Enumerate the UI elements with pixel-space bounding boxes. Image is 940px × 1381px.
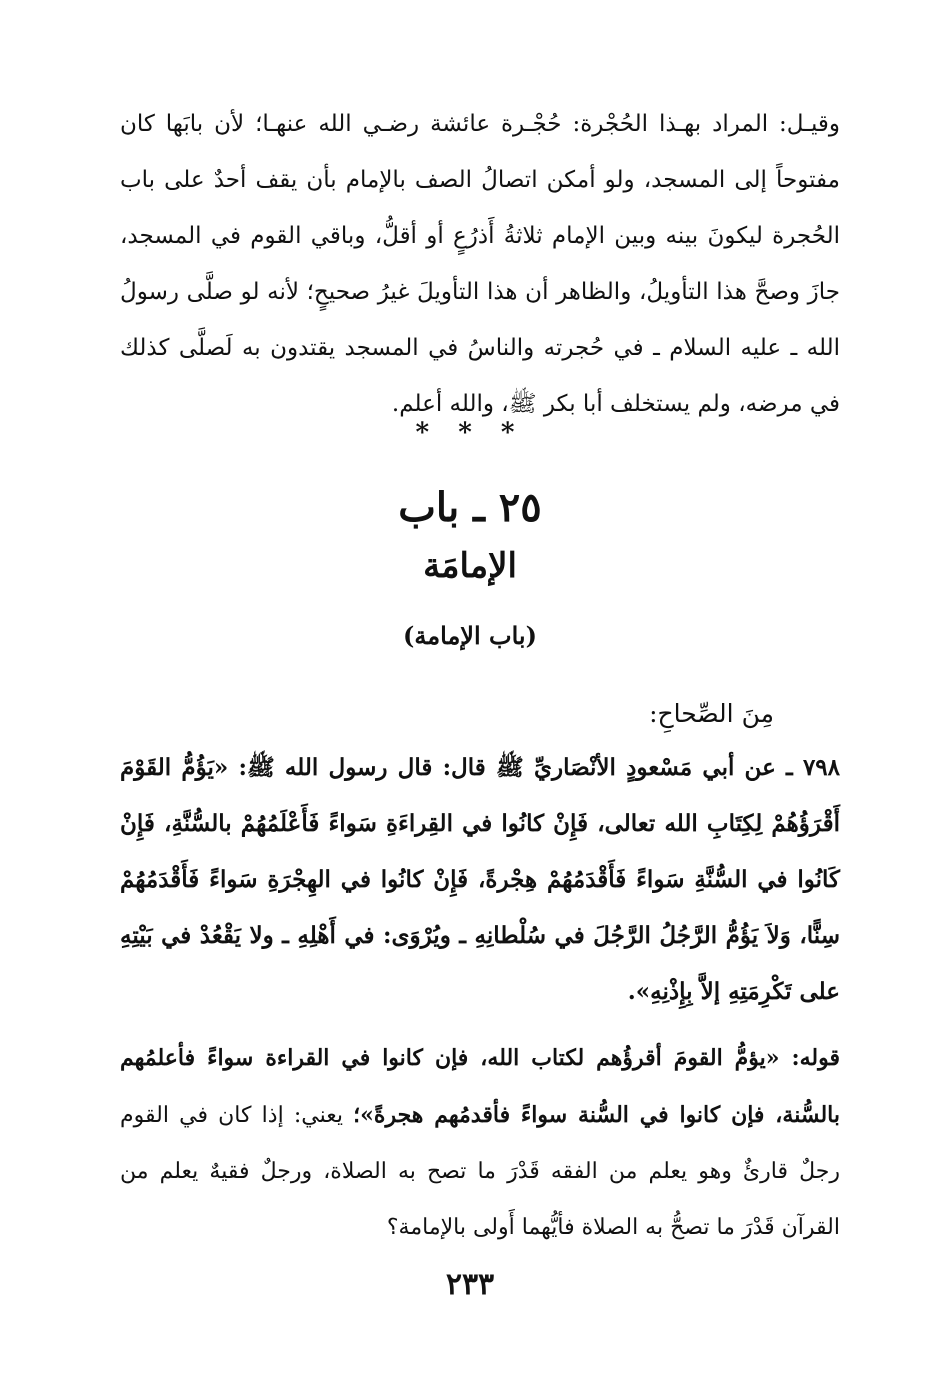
quoted-hadith: قوله: «يؤمُّ القومَ أقرؤُهم لكتاب الله، فإن كانوا في القراءة سواءً فأعلمُهم بالسُّنة، فإن كانوا في السُّنة سواءً فأقدمُهم هجرةً»؛ [120, 1045, 840, 1128]
chapter-title: الإمامَة [423, 546, 517, 586]
chapter-number: ٢٥ ـ باب [398, 484, 542, 531]
section-label: مِنَ الصِّحاحِ: [649, 699, 774, 728]
page-number: ٢٣٣ [445, 1267, 495, 1302]
hadith-text: ٧٩٨ ـ عن أبي مَسْعودٍ الأنْصَاريِّ ﷺ قال: قال رسول الله ﷺ: «يَؤُمُّ القَوْمَ أَقْرَؤُهُمْ لِكِتَابِ الله تعالى، فَإِنْ كانُوا في القِراءَةِ سَواءً فَأَعْلَمُهُمْ بالسُّنَّةِ، فَإِنْ كَانُوا في السُّنَّةِ سَواءً فَأَقْدَمُهُمْ هِجْرةً، فَإِنْ كانُوا في الهِجْرَةِ سَواءً فَأَقْدَمُهُمْ سِنًّا، وَلاَ يَؤُمُّ الرَّجُلُ الرَّجُلَ في سُلْطانِهِ ـ ويُرْوَى: في أَهْلِهِ ـ ولا يَقْعُدْ في بَيْتِهِ على تَكْرِمَتِهِ إلاَّ بِإِذْنِهِ». [120, 754, 840, 1005]
explanation-text: يعني: إذا كان في القوم رجلٌ قارئٌ وهو يعلم من الفقه قَدْرَ ما تصح به الصلاة، ورجلٌ فقيهٌ يعلم من القرآن قَدْرَ ما تصحُّ به الصلاة فأيُّهما أَولى بالإمامة؟ [120, 1103, 840, 1240]
commentary-paragraph: وقيـل: المراد بهـذا الحُجْرة: حُجْـرة عائشة رضـي الله عنهـا؛ لأن بابَها كان مفتوحاً إلى المسجد، ولو أمكن اتصالُ الصف بالإمام بأن يقف أحدٌ على باب الحُجرة ليكونَ بينه وبين الإمام ثلاثةُ أَذرُعٍ أو أقلُّ، وباقي القوم في المسجد، جازَ وصحَّ هذا التأويلُ، والظاهر أن هذا التأويلَ غيرُ صحيحٍ؛ لأنه لو صلَّى رسولُ الله ـ عليه السلام ـ في حُجرته والناسُ في المسجد يقتدون به لَصلَّى كذلك في مرضه، ولم يستخلف أبا بكر ﷺ، والله أعلم. [120, 111, 840, 417]
chapter-subtitle: (باب الإمامة) [403, 621, 537, 650]
explanation-paragraph [120, 1030, 840, 1256]
section-separator: * * * [415, 418, 525, 448]
